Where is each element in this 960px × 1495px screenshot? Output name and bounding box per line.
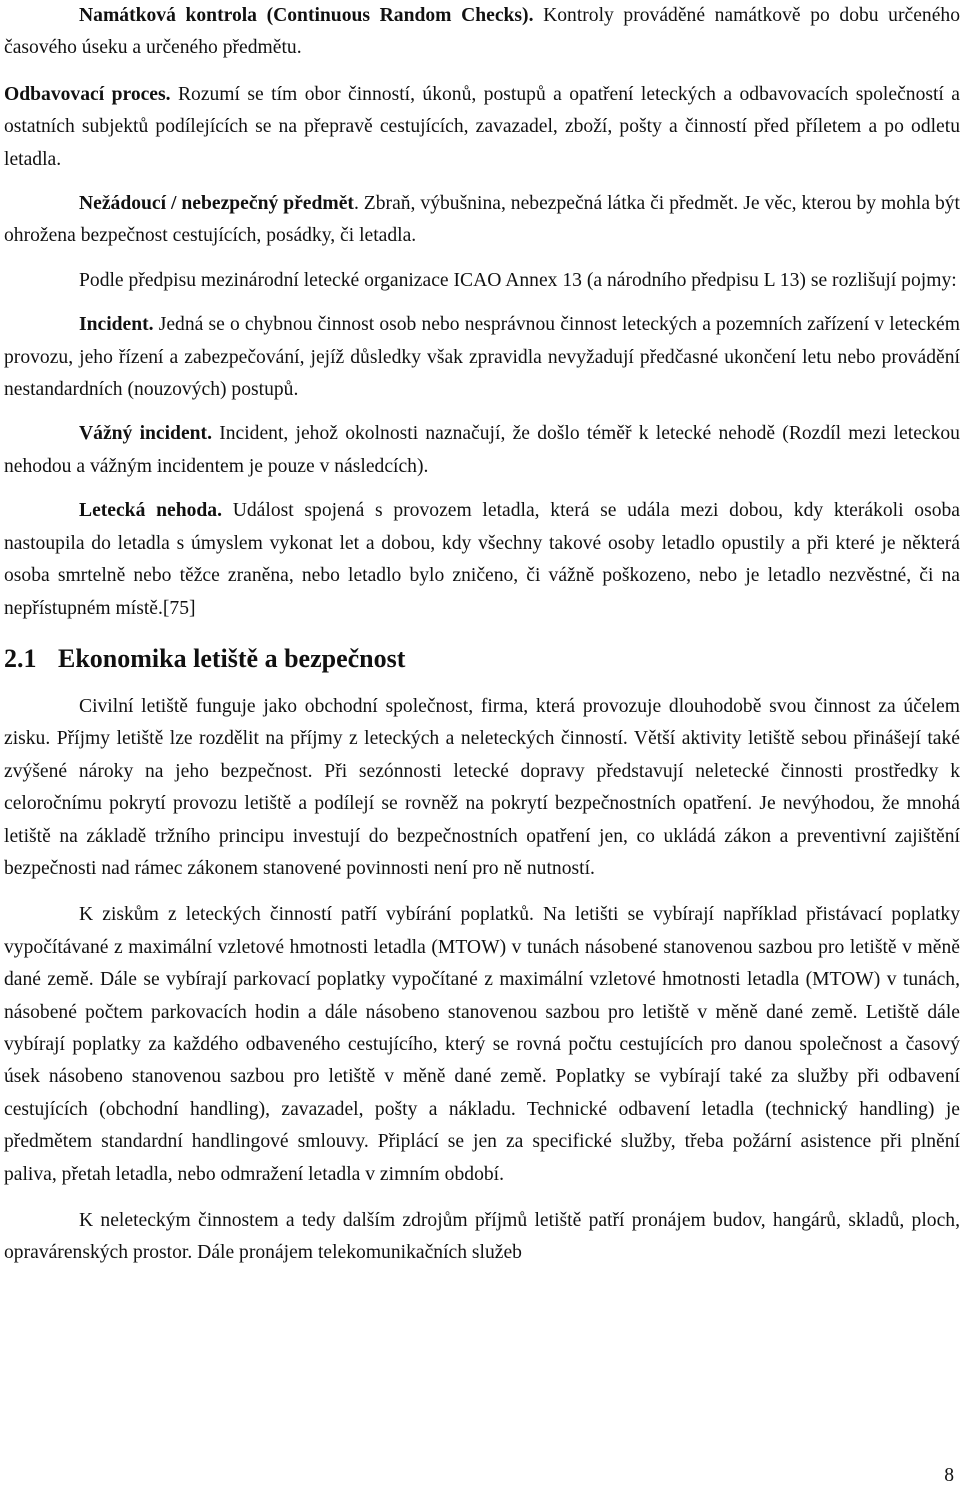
definition-text: Kontroly prováděné namátkově po dobu určeného časového úseku a určeného předmětu. — [4, 5, 960, 59]
definition-term: Odbavovací proces. — [4, 83, 171, 105]
definition-term: Vážný incident. — [79, 423, 212, 445]
body-paragraph-1: Civilní letiště funguje jako obchodní společnost, firma, která provozuje dlouhodobě svou činnost za účelem zisku. Příjmy letiště lze rozdělit na příjmy z leteckých a neleteckých činností. Větší aktivity letiště sebou přinášejí také zvýšené nároky na jeho bezpečnost. Při sezónnosti letecké dopravy představují neletecké činnosti prostředky k celoročnímu pokrytí provozu letiště a podílejí se rovněž na pokrytí bezpečnostních opatření. Je nevýhodou, že mnohá letiště na základě tržního principu investují do bezpečnostních opatření jen, co ukládá zákon a preventivní zajištění bezpečnosti nad rámec zákonem stanovené povinnosti není pro ně nutností. — [4, 695, 960, 879]
definition-term: Incident. — [79, 314, 154, 336]
definition-check-in-process — [4, 79, 960, 176]
definition-text: Jedná se o chybnou činnost osob nebo nesprávnou činnost leteckých a pozemních zařízení v leteckém provozu, jeho řízení a zabezpečování, jejíž důsledky však zpravidla nevyžadují předčasné ukončení letu nebo provádění nestandardních (nouzových) postupů. — [4, 314, 960, 401]
page-number: 8 — [944, 1465, 954, 1486]
definition-text: . Zbraň, výbušnina, nebezpečná látka či předmět. Je věc, kterou by mohla být ohrožena bezpečnost cestujících, posádky, či letadla. — [4, 193, 960, 247]
section-number: 2.1 — [4, 643, 37, 673]
definition-text: Událost spojená s provozem letadla, která se udála mezi dobou, kdy kterákoli osoba nastoupila do letadla s úmyslem vykonat let a dobou, kdy všechny takové osoby letadlo opustily a při které je některá osoba smrtelně nebo těžce zraněna, nebo letadlo bylo zničeno, či vážně poškozeno, nebo je letadlo nezvěstné, či na nepřístupném místě.[75] — [4, 500, 960, 619]
definition-incident — [4, 309, 960, 406]
icao-intro-paragraph — [4, 265, 960, 297]
definition-term: Namátková kontrola (Continuous Random Checks). — [79, 5, 534, 26]
paragraph-text: Podle předpisu mezinárodní letecké organizace ICAO Annex 13 (a národního předpisu L 13) se rozlišují pojmy: — [79, 269, 957, 291]
section-title: Ekonomika letiště a bezpečnost — [58, 643, 406, 673]
definition-serious-incident — [4, 418, 960, 483]
definition-air-accident — [4, 495, 960, 625]
definition-text: Rozumí se tím obor činností, úkonů, postupů a opatření leteckých a odbavovacích společností a ostatních subjektů podílejících se na přepravě cestujících, zavazadel, zboží, pošty a činností před příletem a po odletu letadla. — [4, 83, 960, 170]
definition-continuous-random-checks — [4, 0, 960, 65]
section-heading — [4, 643, 960, 675]
definition-term: Nežádoucí / nebezpečný předmět — [79, 193, 354, 215]
definition-term: Letecká nehoda. — [79, 500, 222, 522]
body-paragraph-3: K neleteckým činnostem a tedy dalším zdrojům příjmů letiště patří pronájem budov, hangárů, skladů, ploch, opravárenských prostor. Dále pronájem telekomunikačních služeb — [4, 1210, 960, 1264]
document-page — [4, 0, 960, 1270]
definition-dangerous-item — [4, 188, 960, 253]
body-paragraph-2: K ziskům z leteckých činností patří vybírání poplatků. Na letišti se vybírají například přistávací poplatky vypočítávané z maximální vzletové hmotnosti letadla (MTOW) v tunách násobené stanovenou sazbou pro letiště v měně dané země. Dále se vybírají parkovací poplatky vypočítané z maximální vzletové hmotnosti letadla (MTOW) v tunách, násobené počtem parkovacích hodin a dále násobeno stanovenou sazbou pro letiště v měně dané země. Letiště dále vybírají poplatky za každého odbaveného cestujícího, který se rovná počtu cestujících pro danou společnost a časový úsek násobeno stanovenou sazbou pro letiště v měně dané země. Poplatky se vybírají také za služby při odbavení cestujících (obchodní handling), zavazadel, pošty a nákladu. Technické odbavení letadla (technický handling) je předmětem standardní handlingové smlouvy. Připlácí se jen za specifické služby, třeba požární asistence při plnění paliva, přetah letadla, nebo odmražení letadla v zimním období. — [4, 904, 960, 1185]
definition-text: Incident, jehož okolnosti naznačují, že došlo téměř k letecké nehodě (Rozdíl mezi leteckou nehodou a vážným incidentem je pouze v následcích). — [4, 423, 960, 477]
